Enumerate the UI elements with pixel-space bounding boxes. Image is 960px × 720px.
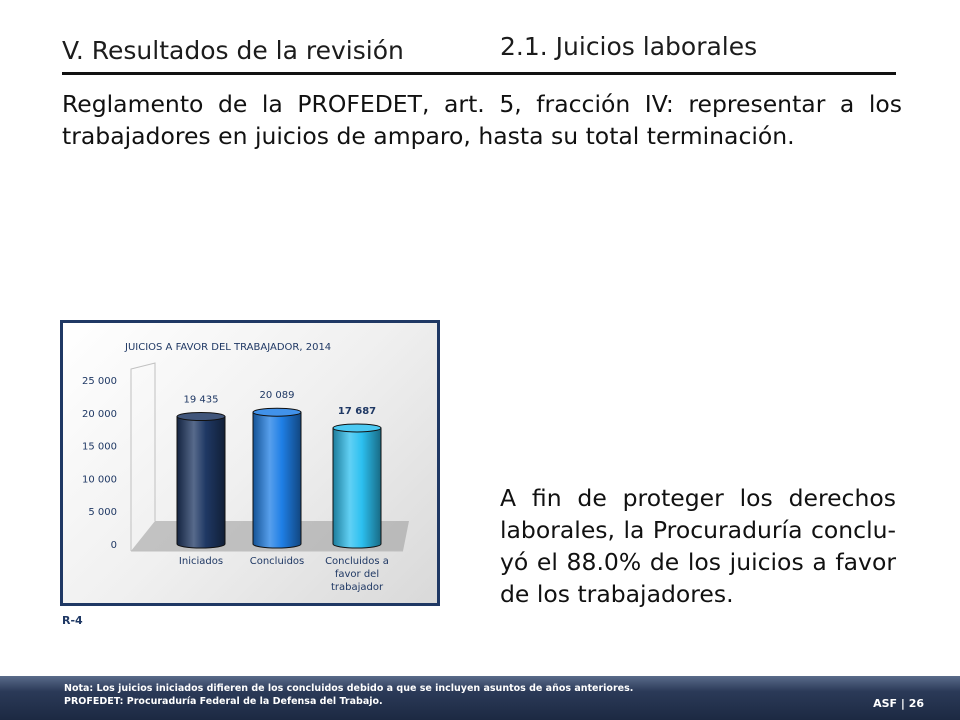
bar-top [253,408,301,416]
x-tick-label: Concluidos [249,556,305,567]
y-tick-label: 25 000 [82,376,117,387]
chart-frame [60,320,440,606]
y-tick-label: 10 000 [82,474,117,486]
intro-paragraph: Reglamento de la PROFEDET, art. 5, fracción IV: representar a los trabajadores en juicios de amparo, hasta su total terminación. [62,90,902,150]
y-tick-label: 20 000 [82,408,117,420]
section-title: V. Resultados de la revisión [62,36,404,65]
reference-label: R-4 [62,614,83,627]
footer-note-line: PROFEDET: Procuraduría Federal de la Defensa del Trabajo. [64,696,383,707]
x-tick-label: Concluidos a [325,556,389,567]
x-tick-label: Iniciados [178,556,224,567]
bar [177,417,225,548]
chart-wall-edge [131,363,155,551]
x-tick-label: favor del [334,569,380,580]
y-tick-label: 5 000 [88,507,117,519]
subsection-title: 2.1. Juicios laborales [500,32,758,61]
chart-area [63,323,437,603]
data-label: 17 687 [337,405,377,417]
footer-note-line: Nota: Los juicios iniciados difieren de los concluidos debido a que se incluyen asuntos de años anteriores. [64,683,634,694]
data-label: 19 435 [183,394,219,406]
footer-note [64,682,724,708]
bar-chart [63,323,437,603]
y-tick-label: 0 [110,540,117,551]
bar [253,412,301,548]
bar-top [333,424,381,432]
bar [333,428,381,548]
title-divider [62,72,896,75]
page-number: ASF | 26 [873,697,924,710]
summary-paragraph: A fin de proteger los derechos laborales, la Procuraduría conclu-yó el 88.0% de los juicios a favor de los trabajadores. [500,484,896,608]
chart-title: JUICIOS A FAVOR DEL TRABAJADOR, 2014 [125,342,332,353]
y-tick-label: 15 000 [82,441,117,453]
data-label: 20 089 [259,390,295,402]
bar-top [177,413,225,421]
x-tick-label: trabajador [330,582,384,593]
